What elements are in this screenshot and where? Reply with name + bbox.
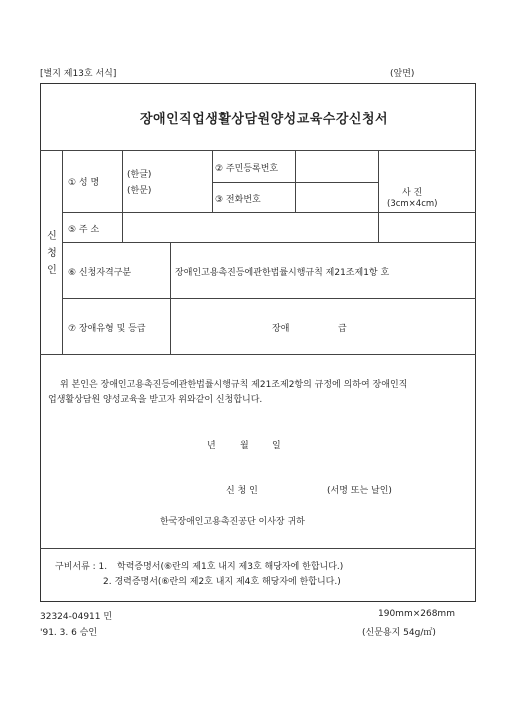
- divider-statement-documents: [40, 548, 476, 549]
- footer-approval: '91. 3. 6 승인: [40, 628, 98, 638]
- statement-line-1: 위 본인은 장애인고용촉진등에관한법률시행규칙 제21조제2항의 규정에 의하여 장애인직: [60, 380, 408, 390]
- footer-paper: (신문용지 54g/㎡): [362, 628, 436, 638]
- date-day[interactable]: 일: [272, 441, 281, 451]
- name-label: ① 성 명: [68, 178, 100, 188]
- form-number: [별지 제13호 서식]: [40, 69, 117, 79]
- footer-code: 32324-04911 민: [40, 612, 113, 622]
- signature-note[interactable]: (서명 또는 날인): [327, 486, 392, 496]
- divider-applicant-statement: [40, 354, 476, 355]
- address-field[interactable]: [126, 216, 374, 238]
- photo-label: 사 진: [402, 188, 423, 198]
- name-hangul-field[interactable]: (한글): [127, 170, 152, 180]
- divider-photo: [378, 150, 379, 242]
- photo-size: (3cm×4cm): [387, 199, 438, 209]
- divider-name-address: [62, 212, 476, 213]
- qualification-value[interactable]: 장애인고용촉진등에관한법률시행규칙 제21조제1항 호: [175, 268, 390, 278]
- divider-name-resident: [212, 150, 213, 212]
- resident-number-field[interactable]: [300, 155, 374, 179]
- page-side-label: (앞면): [390, 69, 415, 79]
- disability-label: ⑦ 장애유형 및 등급: [68, 324, 146, 334]
- footer-size: 190mm×268mm: [378, 609, 455, 619]
- divider-label-column-upper: [122, 150, 123, 242]
- address-label: ⑤ 주 소: [68, 225, 100, 235]
- qualification-label: ⑥ 신청자격구분: [68, 268, 132, 278]
- phone-field[interactable]: [300, 186, 374, 210]
- form-title: 장애인직업생활상담원양성교육수강신청서: [140, 112, 389, 127]
- divider-address-qualification: [62, 242, 476, 243]
- documents-label: 구비서류 : 1.: [55, 562, 108, 572]
- recipient: 한국장애인고용촉진공단 이사장 귀하: [160, 517, 305, 527]
- signature-label: 신 청 인: [226, 486, 258, 496]
- name-hanja-field[interactable]: (한문): [127, 186, 152, 196]
- divider-label-column-lower: [170, 242, 171, 354]
- statement-line-2: 업생활상담원 양성교육을 받고자 위와같이 신청합니다.: [48, 395, 263, 405]
- divider-resident-value: [295, 150, 296, 212]
- document-item-1: 학력증명서(⑥란의 제1호 내지 제3호 해당자에 한합니다.): [117, 562, 344, 572]
- applicant-label: 신청인: [47, 231, 57, 276]
- document-item-2: 2. 경력증명서(⑥란의 제2호 내지 제4호 해당자에 한합니다.): [103, 577, 341, 587]
- divider-qualification-disability: [62, 298, 476, 299]
- disability-grade[interactable]: 급: [338, 324, 347, 334]
- date-year[interactable]: 년: [207, 441, 216, 451]
- resident-number-label: ② 주민등록번호: [215, 164, 279, 174]
- phone-label: ③ 전화번호: [215, 195, 261, 205]
- date-month[interactable]: 월: [240, 441, 249, 451]
- divider-applicant-column: [62, 150, 63, 354]
- disability-type[interactable]: 장애: [272, 324, 290, 334]
- divider-title: [40, 150, 476, 151]
